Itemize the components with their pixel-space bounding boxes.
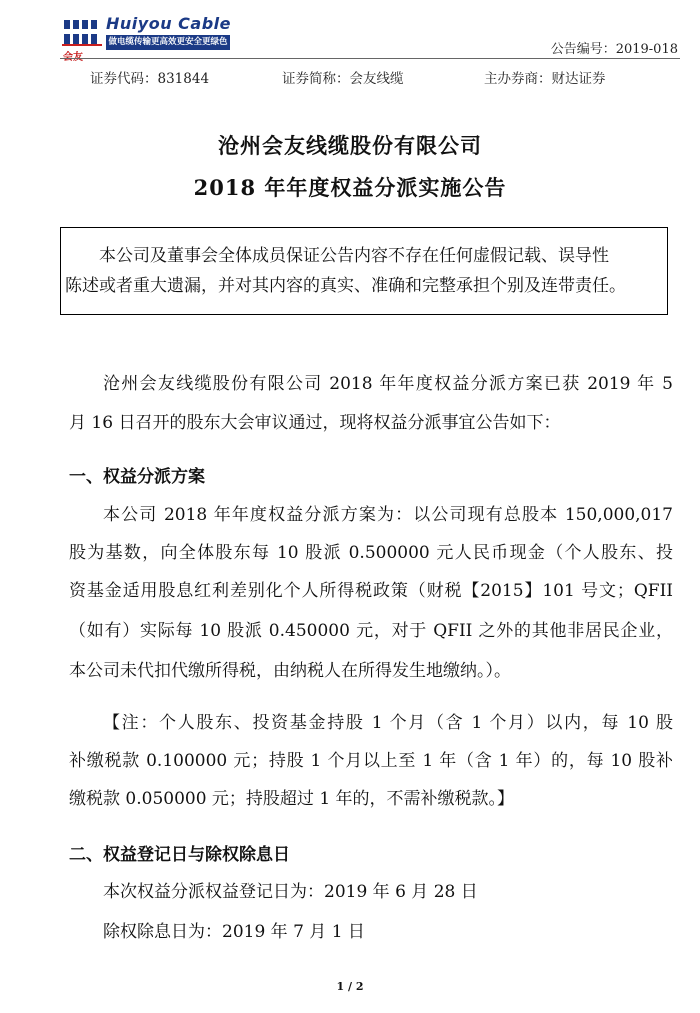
company-title: 沧州会友线缆股份有限公司 (218, 133, 482, 158)
record-date-line: 本次权益分派权益登记日为：2019 年 6 月 28 日 (103, 882, 478, 902)
notice-number: 公告编号：2019-018 (550, 42, 678, 57)
company-logo (62, 14, 232, 63)
statement-line-1: 本公司及董事会全体成员保证公告内容不存在任何虚假记载、误导性 (99, 246, 609, 266)
logo-tagline: 做电缆传输更高效更安全更绿色 (106, 35, 230, 50)
header-divider (60, 58, 680, 59)
tax-note-line-3: 缴税款 0.050000 元；持股超过 1 年的，不需补缴税款。】 (69, 789, 515, 809)
board-statement-box (60, 227, 668, 315)
intro-line-2: 月 16 日召开的股东大会审议通过，现将权益分派事宜公告如下： (69, 413, 561, 433)
intro-line-1: 沧州会友线缆股份有限公司 2018 年年度权益分派方案已获 2019 年 5 (103, 374, 673, 394)
stock-short-name: 证券简称：会友线缆 (282, 71, 404, 87)
logo-chinese-text: 会友 (63, 52, 83, 63)
sponsor-broker: 主办券商：财达证券 (484, 71, 606, 87)
section-1-line-2: 股为基数，向全体股东每 10 股派 0.500000 元人民币现金（个人股东、投 (69, 543, 673, 563)
page-number: 1 / 2 (336, 980, 364, 993)
tax-note-line-1: 【注：个人股东、投资基金持股 1 个月（含 1 个月）以内，每 10 股 (103, 713, 673, 733)
announcement-title: 2018 年年度权益分派实施公告 (193, 175, 507, 200)
section-1-line-5: 本公司未代扣代缴所得税，由纳税人在所得发生地缴纳。）。 (69, 661, 511, 681)
logo-brand-text: Huiyou Cable (106, 14, 231, 33)
statement-line-2: 陈述或者重大遗漏，并对其内容的真实、准确和完整承担个别及连带责任。 (65, 276, 626, 296)
section-1-heading: 一、权益分派方案 (69, 467, 205, 487)
section-1-line-4: （如有）实际每 10 股派 0.450000 元，对于 QFII 之外的其他非居民企业， (69, 621, 673, 641)
section-2-heading: 二、权益登记日与除权除息日 (69, 845, 290, 865)
ex-dividend-date-line: 除权除息日为：2019 年 7 月 1 日 (103, 922, 365, 942)
section-1-line-1: 本公司 2018 年年度权益分派方案为：以公司现有总股本 150,000,017 (103, 505, 673, 525)
section-1-line-3: 资基金适用股息红利差别化个人所得税政策（财税【2015】101 号文；QFII (69, 581, 673, 601)
tax-note-line-2: 补缴税款 0.100000 元；持股 1 个月以上至 1 年（含 1 年）的，每 10 股补 (69, 751, 673, 771)
stock-code: 证券代码：831844 (90, 71, 210, 87)
